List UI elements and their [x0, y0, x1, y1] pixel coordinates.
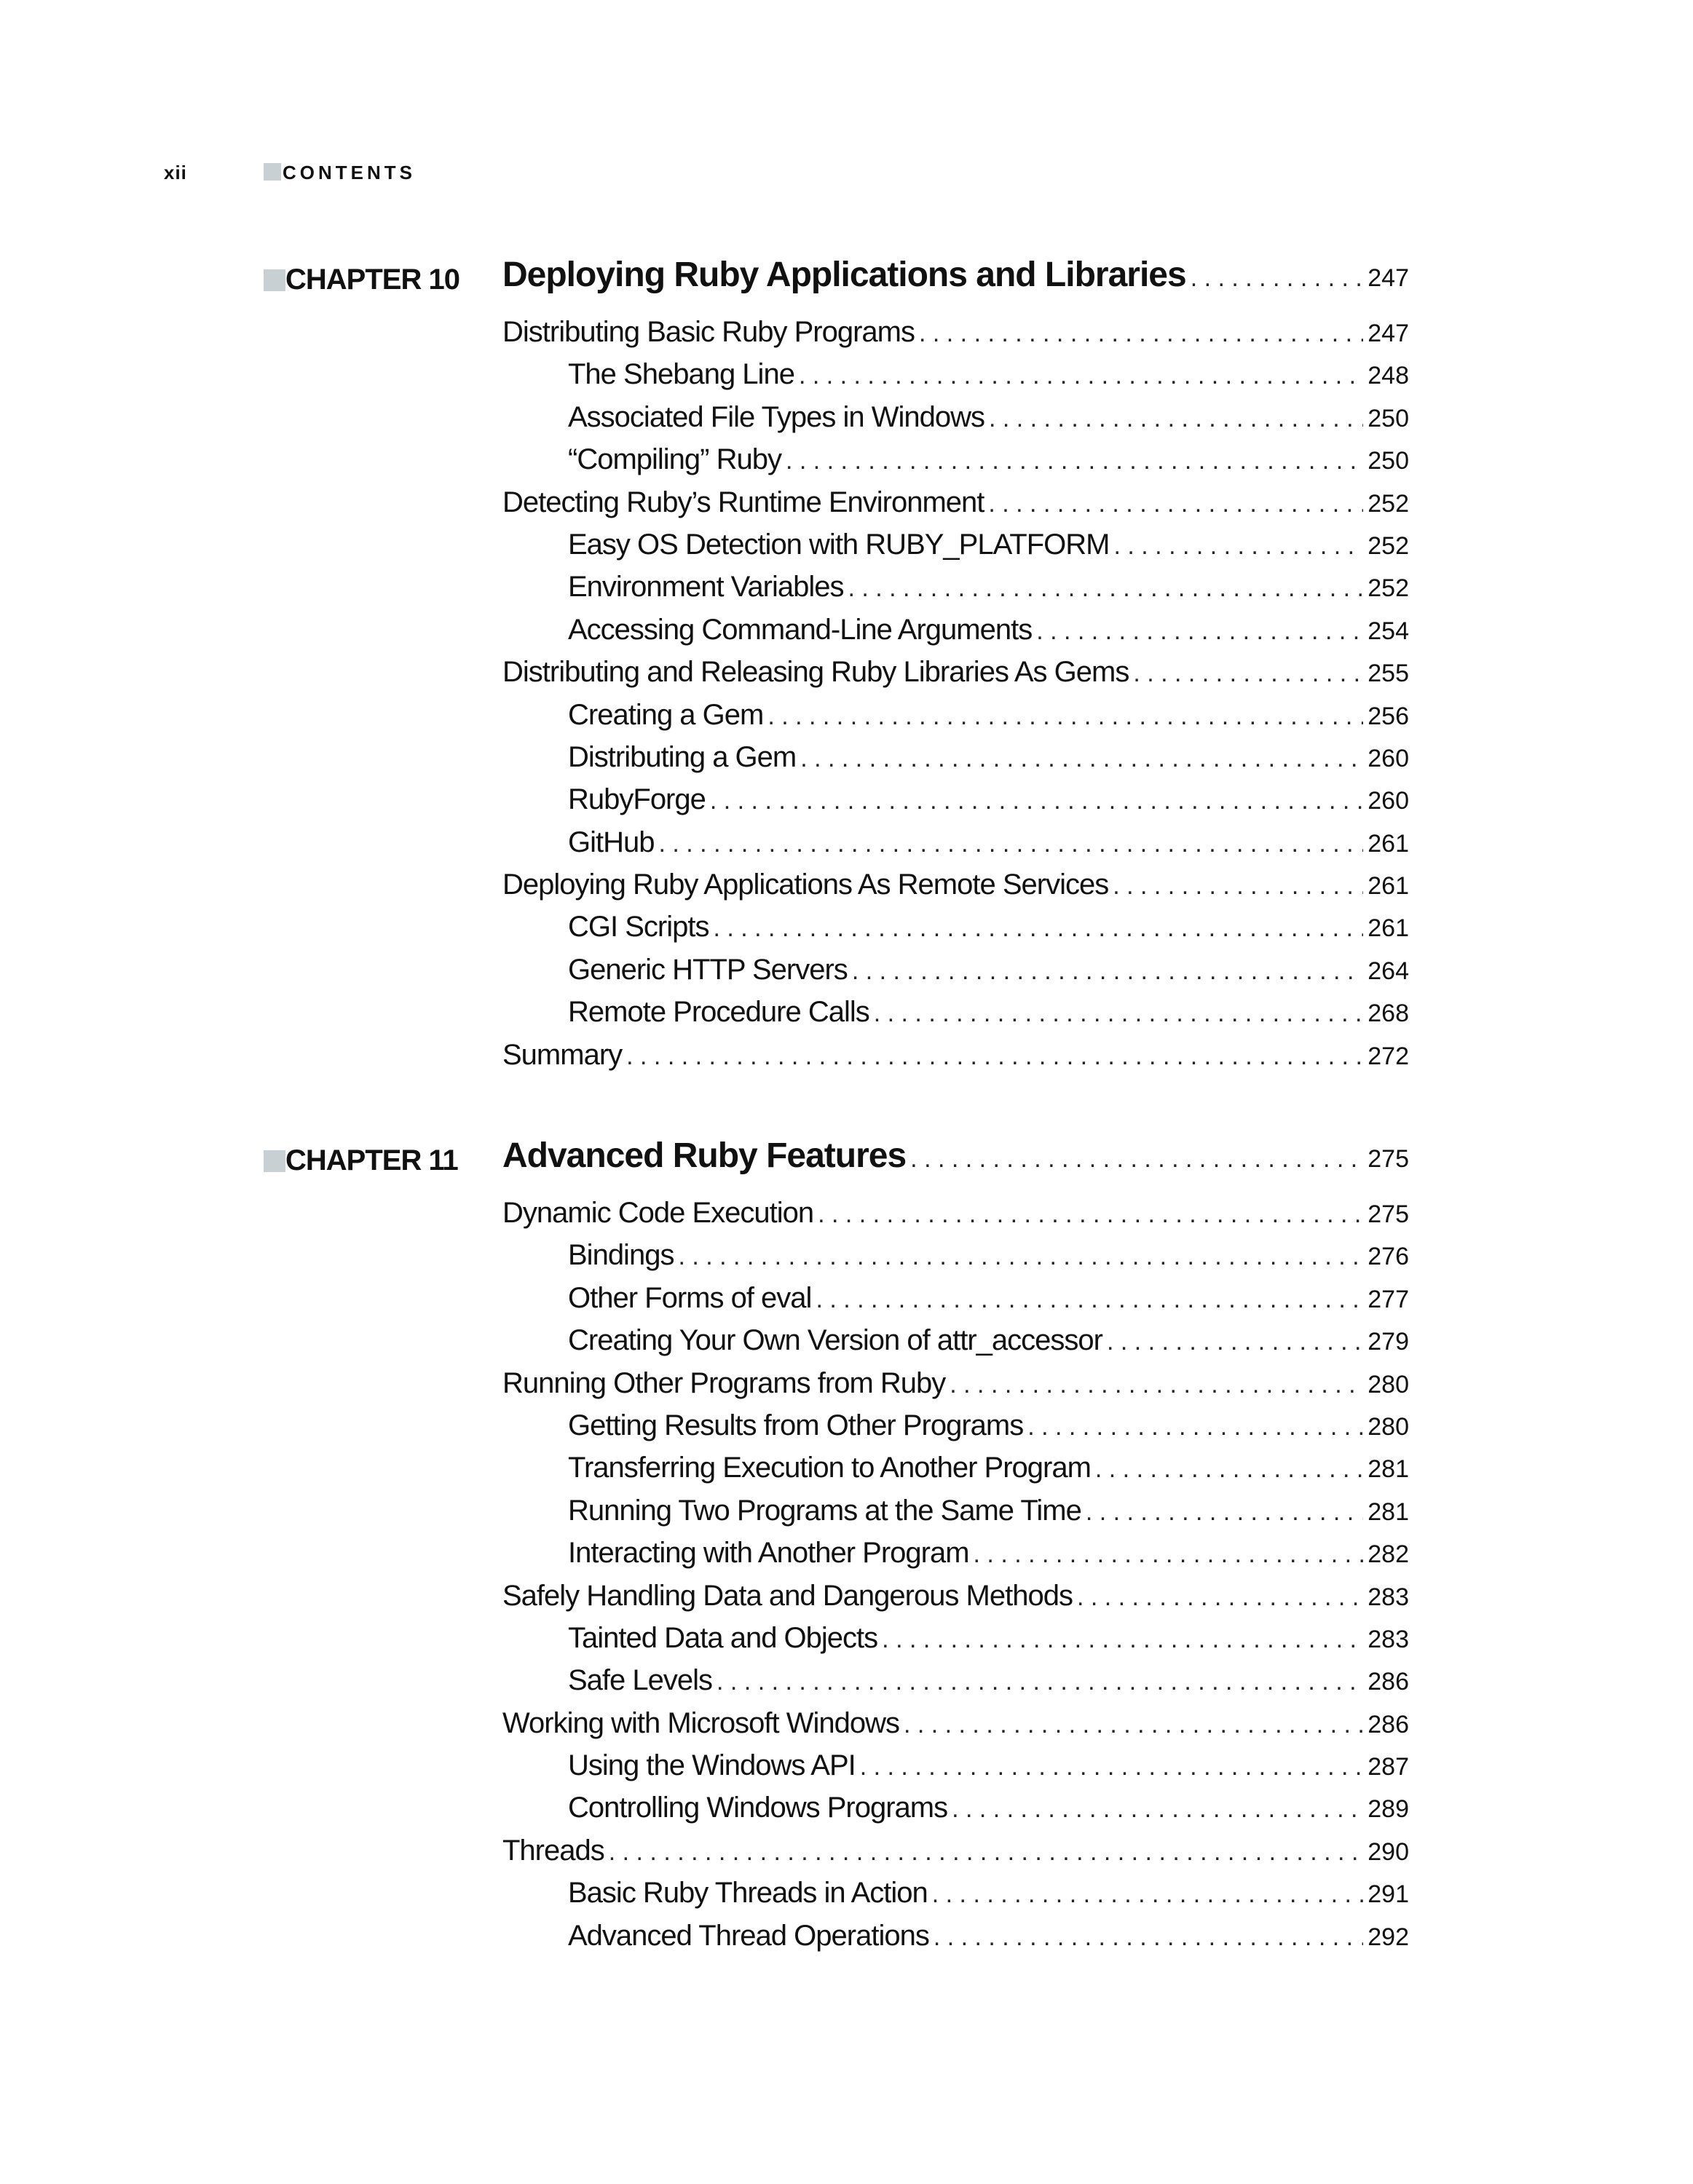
- entry-title: Accessing Command-Line Arguments: [568, 613, 1033, 646]
- entry-title: Creating a Gem: [568, 698, 764, 731]
- entry-page: 280: [1368, 1370, 1409, 1398]
- toc-entry[interactable]: [502, 1367, 1409, 1409]
- square-marker-icon: [264, 1150, 285, 1172]
- entry-page: 283: [1368, 1625, 1409, 1653]
- entry-page: 281: [1368, 1455, 1409, 1484]
- dot-leader: [767, 703, 1363, 731]
- dot-leader: [910, 1145, 1363, 1174]
- toc-subentry[interactable]: [568, 358, 1409, 400]
- dot-leader: [800, 745, 1363, 773]
- toc-subentry[interactable]: [568, 571, 1409, 613]
- entry-page: 250: [1368, 404, 1409, 432]
- entry-title: Distributing and Releasing Ruby Libraries As Gems: [502, 656, 1129, 689]
- entry-title: Deploying Ruby Applications As Remote Services: [502, 869, 1109, 901]
- dot-leader: [904, 1711, 1363, 1739]
- entry-title: Running Two Programs at the Same Time: [568, 1494, 1081, 1527]
- entry-page: 264: [1368, 957, 1409, 985]
- dot-leader: [1114, 532, 1364, 561]
- dot-leader: [950, 1371, 1363, 1399]
- dot-leader: [1133, 660, 1363, 688]
- entry-page: 287: [1368, 1753, 1409, 1781]
- toc-entry[interactable]: [502, 1580, 1409, 1622]
- dot-leader: [1191, 264, 1364, 293]
- dot-leader: [1036, 617, 1363, 646]
- toc-subentry[interactable]: [568, 699, 1409, 741]
- toc-subentry[interactable]: [568, 443, 1409, 486]
- entry-title: Generic HTTP Servers: [568, 953, 848, 986]
- dot-leader: [934, 1923, 1363, 1952]
- toc-subentry[interactable]: [568, 1920, 1409, 1962]
- entry-page: 279: [1368, 1328, 1409, 1356]
- toc-entry[interactable]: [502, 486, 1409, 529]
- toc-subentry[interactable]: [568, 1749, 1409, 1792]
- entry-title: Creating Your Own Version of attr_accessor: [568, 1324, 1102, 1357]
- entry-title: Safe Levels: [568, 1664, 713, 1697]
- chapter-title-row[interactable]: [502, 1136, 1409, 1176]
- toc-entry[interactable]: [502, 1707, 1409, 1749]
- entry-page: 255: [1368, 660, 1409, 688]
- toc-entry[interactable]: [502, 869, 1409, 911]
- dot-leader: [659, 830, 1364, 858]
- entry-title: Associated File Types in Windows: [568, 400, 984, 433]
- dot-leader: [848, 574, 1363, 603]
- entry-page: 248: [1368, 362, 1409, 390]
- dot-leader: [1095, 1455, 1363, 1484]
- chapter-heading: [0, 1136, 1693, 1182]
- entry-page: 252: [1368, 574, 1409, 603]
- entry-page: 290: [1368, 1837, 1409, 1866]
- chapter-page: 275: [1368, 1145, 1409, 1173]
- entry-page: 277: [1368, 1285, 1409, 1313]
- chapter-label-text: CHAPTER 11: [285, 1144, 458, 1176]
- toc-subentry[interactable]: [568, 996, 1409, 1038]
- entry-page: 261: [1368, 829, 1409, 858]
- dot-leader: [952, 1795, 1363, 1824]
- entry-page: 281: [1368, 1497, 1409, 1526]
- dot-leader: [1027, 1413, 1363, 1441]
- entry-page: 291: [1368, 1880, 1409, 1909]
- toc-entry[interactable]: [502, 1039, 1409, 1081]
- section-label-text: CONTENTS: [283, 162, 416, 183]
- toc-subentry[interactable]: [568, 1792, 1409, 1834]
- toc-subentry[interactable]: [568, 1537, 1409, 1579]
- dot-leader: [860, 1753, 1364, 1781]
- entry-title: “Compiling” Ruby: [568, 443, 781, 476]
- dot-leader: [609, 1838, 1364, 1867]
- entry-title: CGI Scripts: [568, 911, 709, 943]
- toc-subentry[interactable]: [568, 1452, 1409, 1494]
- toc-subentry[interactable]: [568, 1877, 1409, 1919]
- entry-page: 280: [1368, 1412, 1409, 1441]
- entry-page: 261: [1368, 872, 1409, 901]
- dot-leader: [799, 362, 1363, 390]
- entry-page: 289: [1368, 1795, 1409, 1824]
- entry-title: Distributing a Gem: [568, 740, 797, 773]
- entry-title: Environment Variables: [568, 571, 844, 604]
- entry-title: The Shebang Line: [568, 358, 794, 391]
- dot-leader: [626, 1042, 1363, 1071]
- toc-subentry[interactable]: [568, 741, 1409, 783]
- toc-entry[interactable]: [502, 656, 1409, 698]
- entry-page: 276: [1368, 1243, 1409, 1271]
- entry-page: 256: [1368, 702, 1409, 730]
- entry-title: Tainted Data and Objects: [568, 1621, 878, 1654]
- toc-subentry[interactable]: [568, 529, 1409, 571]
- entry-page: 252: [1368, 489, 1409, 518]
- chapter-label-text: CHAPTER 10: [285, 264, 459, 296]
- toc-subentry[interactable]: [568, 1622, 1409, 1664]
- entry-title: Transferring Execution to Another Program: [568, 1452, 1091, 1484]
- entry-title: Running Other Programs from Ruby: [502, 1366, 946, 1399]
- dot-leader: [932, 1880, 1364, 1909]
- entry-title: Threads: [502, 1834, 604, 1867]
- toc-subentry[interactable]: [568, 783, 1409, 826]
- toc-subentry[interactable]: [568, 1282, 1409, 1324]
- entry-title: Working with Microsoft Windows: [502, 1706, 899, 1739]
- dot-leader: [1107, 1328, 1363, 1356]
- entry-title: GitHub: [568, 826, 655, 858]
- entry-title: Safely Handling Data and Dangerous Methods: [502, 1579, 1073, 1612]
- toc-subentry[interactable]: [568, 954, 1409, 996]
- chapter-heading: [0, 255, 1693, 301]
- toc-subentry[interactable]: [568, 826, 1409, 869]
- chapter-label: [264, 1144, 458, 1177]
- entry-page: 275: [1368, 1200, 1409, 1228]
- entry-page: 282: [1368, 1540, 1409, 1569]
- entry-title: Detecting Ruby’s Runtime Environment: [502, 486, 984, 518]
- square-marker-icon: [264, 163, 281, 181]
- entry-title: Using the Windows API: [568, 1749, 856, 1782]
- toc-subentry[interactable]: [568, 911, 1409, 953]
- page-number: xii: [164, 162, 187, 183]
- chapter-title: Advanced Ruby Features: [502, 1136, 907, 1175]
- chapter-11-entries: [0, 1197, 1693, 1962]
- entry-title: Advanced Thread Operations: [568, 1919, 929, 1952]
- dot-leader: [852, 957, 1363, 986]
- entry-page: 286: [1368, 1668, 1409, 1696]
- entry-page: 254: [1368, 617, 1409, 645]
- dot-leader: [1113, 872, 1363, 901]
- entry-page: 286: [1368, 1710, 1409, 1738]
- entry-title: Other Forms of eval: [568, 1281, 812, 1314]
- dot-leader: [816, 1286, 1363, 1314]
- dot-leader: [710, 787, 1363, 815]
- entry-page: 268: [1368, 1000, 1409, 1028]
- chapter-title-row[interactable]: [502, 255, 1409, 295]
- dot-leader: [882, 1626, 1363, 1654]
- entry-page: 292: [1368, 1923, 1409, 1951]
- dot-leader: [1077, 1583, 1363, 1612]
- entry-title: Basic Ruby Threads in Action: [568, 1877, 928, 1910]
- toc-subentry[interactable]: [568, 1409, 1409, 1452]
- entry-title: Distributing Basic Ruby Programs: [502, 316, 915, 348]
- dot-leader: [919, 320, 1363, 348]
- dot-leader: [1086, 1498, 1363, 1527]
- square-marker-icon: [264, 269, 285, 291]
- entry-title: Bindings: [568, 1239, 674, 1272]
- chapter-11: [0, 1136, 1693, 1962]
- entry-page: 260: [1368, 787, 1409, 815]
- entry-title: Dynamic Code Execution: [502, 1197, 814, 1229]
- entry-title: Remote Procedure Calls: [568, 996, 869, 1029]
- chapter-10: [0, 255, 1693, 1081]
- entry-title: Easy OS Detection with RUBY_PLATFORM: [568, 528, 1110, 561]
- chapter-page: 247: [1368, 264, 1409, 292]
- toc-subentry[interactable]: [568, 401, 1409, 443]
- toc-entry[interactable]: [502, 1835, 1409, 1877]
- toc-entry[interactable]: [502, 1197, 1409, 1239]
- toc-subentry[interactable]: [568, 1495, 1409, 1537]
- dot-leader: [713, 914, 1363, 943]
- entry-title: Controlling Windows Programs: [568, 1792, 948, 1824]
- toc-subentry[interactable]: [568, 1324, 1409, 1366]
- entry-title: Summary: [502, 1038, 623, 1071]
- toc-subentry[interactable]: [568, 614, 1409, 656]
- entry-title: Interacting with Another Program: [568, 1537, 969, 1570]
- entry-page: 272: [1368, 1042, 1409, 1070]
- dot-leader: [874, 1000, 1364, 1028]
- toc-subentry[interactable]: [568, 1239, 1409, 1281]
- dot-leader: [786, 447, 1363, 475]
- entry-page: 247: [1368, 320, 1409, 347]
- chapter-label: [264, 264, 459, 296]
- toc-subentry[interactable]: [568, 1664, 1409, 1706]
- dot-leader: [974, 1540, 1364, 1569]
- chapter-10-entries: [0, 316, 1693, 1081]
- dot-leader: [988, 490, 1363, 518]
- dot-leader: [717, 1668, 1363, 1696]
- entry-page: 252: [1368, 531, 1409, 560]
- entry-page: 261: [1368, 914, 1409, 943]
- entry-page: 260: [1368, 744, 1409, 772]
- section-label: [264, 162, 416, 184]
- entry-title: Getting Results from Other Programs: [568, 1409, 1024, 1441]
- dot-leader: [818, 1200, 1363, 1229]
- running-header: [0, 162, 1693, 191]
- dot-leader: [989, 405, 1363, 433]
- entry-page: 283: [1368, 1583, 1409, 1611]
- dot-leader: [678, 1243, 1363, 1271]
- toc-entry[interactable]: [502, 316, 1409, 358]
- entry-page: 250: [1368, 447, 1409, 475]
- entry-title: RubyForge: [568, 783, 706, 816]
- chapter-title: Deploying Ruby Applications and Libraries: [502, 256, 1186, 294]
